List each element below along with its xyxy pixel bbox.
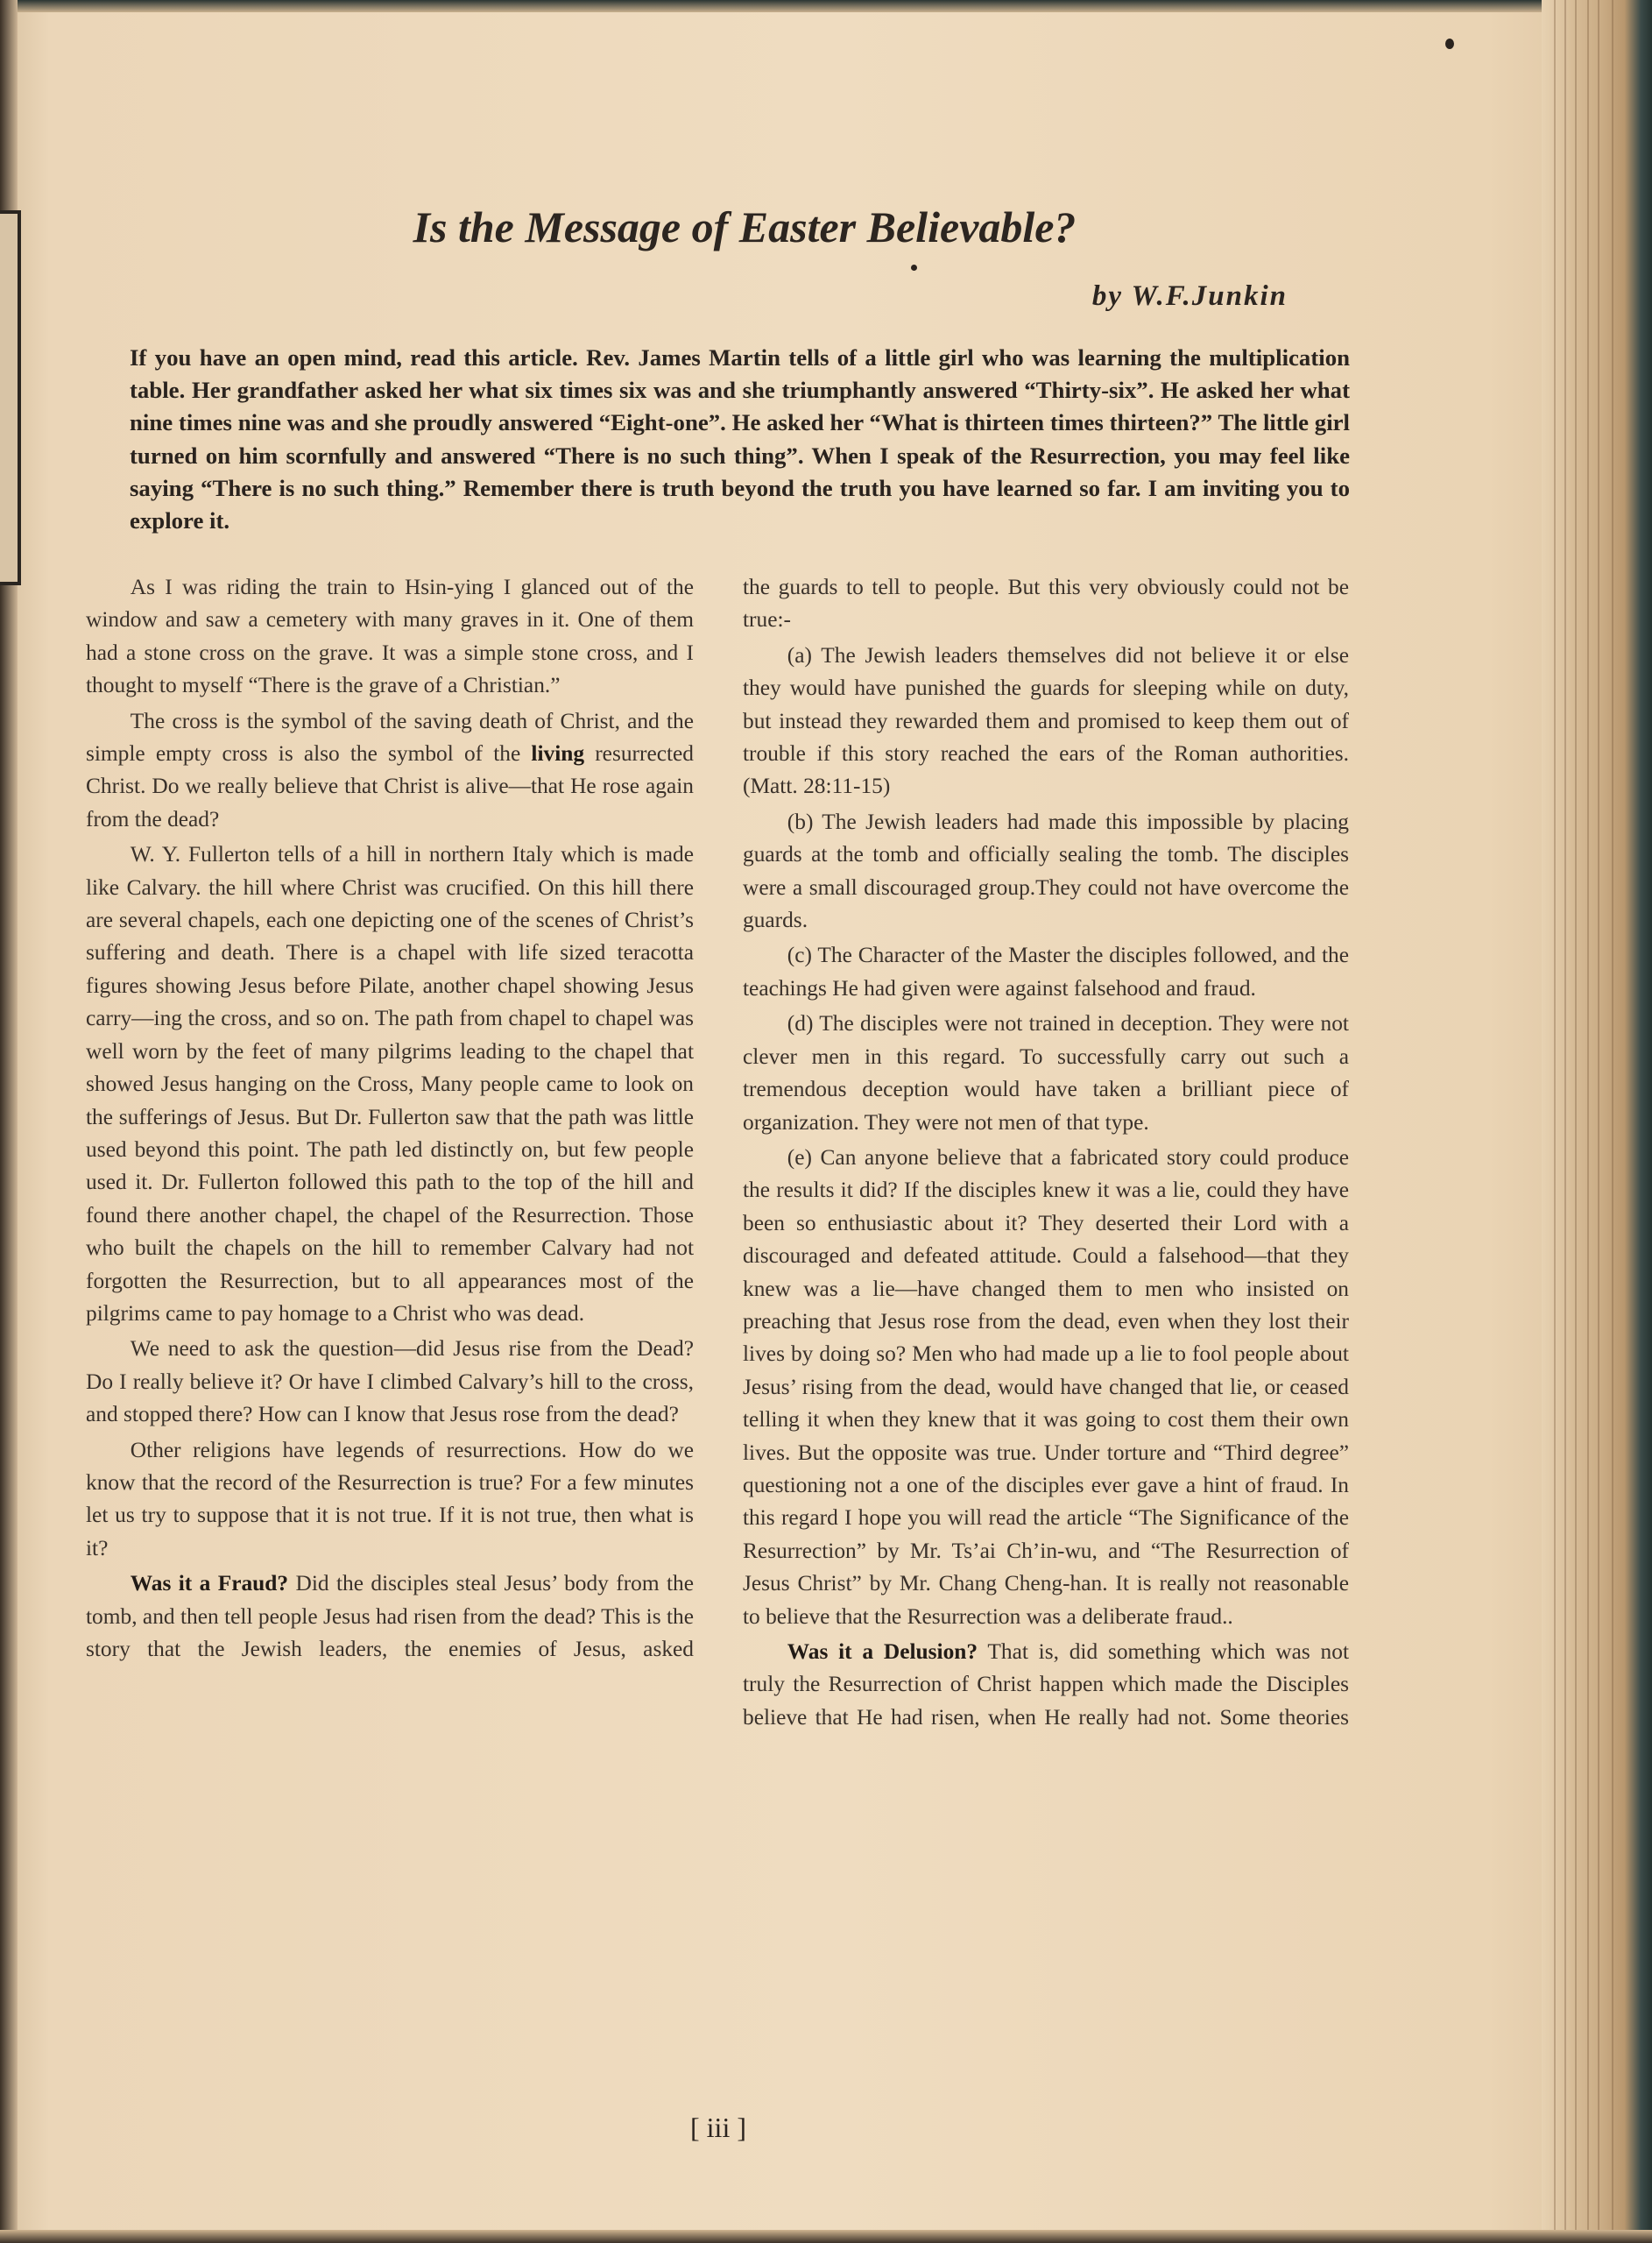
ink-speck [1445,39,1454,49]
paragraph-text: Did the disciples steal Jesus’ body from the tomb, and then tell people Jesus had risen from the dead? This is the story that the Jewish leaders, the enemies of Jesus, asked [86,1571,694,1661]
list-item: (d) The disciples were not trained in deception. They were not clever men in this regard. To successfully carry out such a tremendous deception would have taken a brilliant piece of organization. They were not men of that type. [743,1011,1349,1135]
stacked-page-edges [1542,0,1652,2243]
paragraph-text: resurrected Christ. Do we really believe that Christ is alive—that He rose again from the dead? [86,741,695,831]
section-heading: Was it a Fraud? [130,1571,289,1596]
binding-tab [0,210,21,585]
page-edge-line [1575,0,1577,2243]
paragraph: W. Y. Fullerton tells of a hill in northern Italy which is made like Calvary. the hill where Christ was crucified. On this hill there are several chapels, each one depicting one of the scenes of Christ’s suffering and death. There is a chapel with life sized teracotta figures showing Jesus before Pilate, another chapel showing Jesus carry—ing the cross, and so on. The path from chapel to chapel was well worn by the feet of many pilgrims leading to the chapel that showed Jesus hanging on the Cross, Many people came to look on the sufferings of Jesus. But Dr. Fullerton saw that the path was little used beyond this point. The path led distinctly on, but few people used it. Dr. Fullerton followed this path to the top of the hill and found there another chapel, the chapel of the Resurrection. Those who built the chapels on the hill to remember Calvary had not forgotten the Resurrection, but to all appearances most of the pilgrims came to pay homage to a Christ who was dead. [86,842,694,1326]
page-edge-line [1587,0,1589,2243]
list-item: (c) The Character of the Master the disciples followed, and the teachings He had given were against falsehood and fraud. [743,943,1349,1001]
page-edge-line [1612,0,1613,2243]
page-edge-line [1564,0,1566,2243]
paragraph: Other religions have legends of resurrections. How do we know that the record of the Resurrection is true? For a few minutes let us try to suppose that it is not true. If it is not true, then what is it? [86,1437,694,1560]
paragraph [86,705,694,837]
article-title: Is the Message of Easter Believable? [413,202,1077,251]
article-intro: If you have an open mind, read this article. Rev. James Martin tells of a little girl who was learning the multiplication table. Her grandfather asked her what six times six was and she triumphantly answered “Thirty-six”. He asked her what nine times nine was and she proudly answered “Eight-one”. He asked her “What is thirteen times thirteen?” The little girl turned on him scornfully and answered “There is no such thing”. When I speak of the Resurrection, you may feel like saying “There is no such thing.” Remember there is truth beyond the truth you have learned so far. I am inviting you to explore it. [130,344,1350,534]
paragraph [86,1567,694,1666]
list-item: (a) The Jewish leaders themselves did not believe it or else they would have punished the guards for sleeping while on duty, but instead they rewarded them and promised to keep them out of trouble if this story reached the ears of the Roman authorities. (Matt. 28:11-15) [743,642,1349,799]
paragraph: the guards to tell to people. But this very obviously could not be true:- [743,575,1349,633]
ink-speck [911,265,917,271]
paragraph-text: The cross is the symbol of the saving death of Christ, and the simple empty cross is also the symbol of the [86,708,694,767]
list-item: (b) The Jewish leaders had made this impossible by placing guards at the tomb and officially sealing the tomb. The disciples were a small discouraged group.They could not have overcome the guards. [743,809,1349,933]
section-heading: Was it a Delusion? [787,1639,978,1664]
bottom-page-edge [0,2230,1652,2243]
page-number: [ iii ] [690,2112,746,2143]
paragraph: We need to ask the question—did Jesus rise from the Dead? Do I really believe it? Or have I climbed Calvary’s hill to the cross, and stopped there? How can I know that Jesus rose from the dead? [86,1336,694,1427]
paragraph-text: That is, did something which was not truly the Resurrection of Christ happen which made the Disciples believe that He had risen, when He really had not. Some theories [743,1639,1349,1730]
top-page-edge [0,0,1652,12]
left-text-column [86,571,694,1668]
bold-word: living [531,741,585,767]
page-edge-line [1554,0,1556,2243]
page-edge-line [1598,0,1599,2243]
right-text-column [743,571,1349,1737]
paragraph: As I was riding the train to Hsin-ying I glanced out of the window and saw a cemetery with many graves in it. One of them had a stone cross on the grave. It was a simple stone cross, and I thought to myself “There is the grave of a Christian.” [86,575,694,698]
article-byline: by W.F.Junkin [1091,280,1288,312]
list-item: (e) Can anyone believe that a fabricated story could produce the results it did? If the disciples knew it was a lie, could they have been so enthusiastic about it? They deserted their Lord with a discouraged and defeated attitude. Could a falsehood—that they knew was a lie—have changed them to men who insisted on preaching that Jesus rose from the dead, even when they lost their lives by doing so? Men who had made up a lie to fool people about Jesus’ rising from the dead, would have changed that lie, or ceased telling it when they knew that it was going to cost them their own lives. But the opposite was true. Under torture and “Third degree” questioning not a one of the disciples ever gave a hint of fraud. In this regard I hope you will read the article “The Significance of the Resurrection” by Mr. Ts’ai Ch’in-wu, and “The Resurrection of Jesus Christ” by Mr. Chang Cheng-han. It is really not reasonable to believe that the Resurrection was a deliberate fraud.. [743,1144,1349,1629]
paragraph [743,1636,1349,1734]
